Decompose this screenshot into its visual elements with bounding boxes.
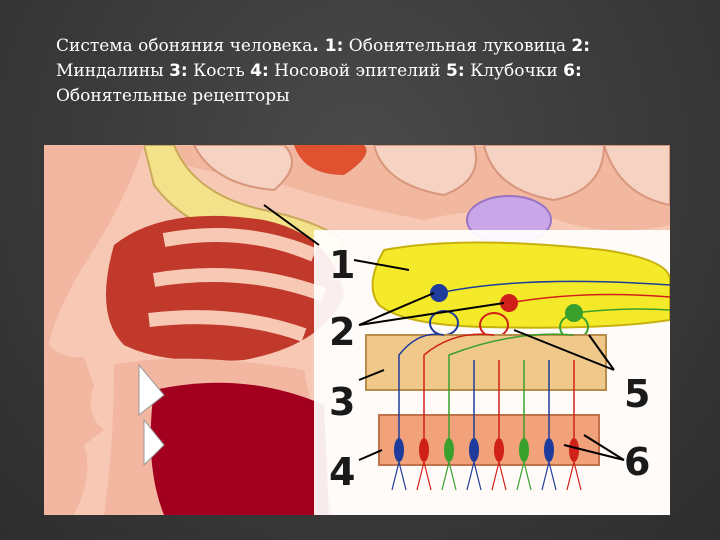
caption-num-4: 4: <box>250 61 269 81</box>
label-4: 4 <box>329 450 356 494</box>
caption-item-5: Клубочки <box>464 61 564 81</box>
caption-num-6: 6: <box>563 61 582 81</box>
caption-item-2: Миндалины <box>56 61 170 81</box>
label-3: 3 <box>329 380 356 424</box>
tongue <box>151 383 329 515</box>
label-5: 5 <box>624 372 651 416</box>
label-1: 1 <box>329 243 356 287</box>
caption-title: Система обоняния человека <box>56 36 313 56</box>
label-2: 2 <box>329 310 356 354</box>
caption-item-3: Кость <box>187 61 251 81</box>
caption-num-5: 5: <box>446 61 465 81</box>
olfactory-bulb <box>373 243 670 328</box>
caption-num-2: 2: <box>571 36 591 56</box>
anatomy-svg <box>44 145 670 515</box>
caption-num-1: . 1: <box>312 36 344 56</box>
caption-num-3: 3: <box>169 61 188 81</box>
epithelium-layer <box>379 415 599 465</box>
label-6: 6 <box>624 440 651 484</box>
olfactory-system-illustration <box>44 145 670 515</box>
caption-item-4: Носовой эпителий <box>268 61 447 81</box>
caption-item-1: Обонятельная луковица <box>343 36 572 56</box>
caption-item-6: Обонятельные рецепторы <box>56 86 290 106</box>
figure-caption <box>56 34 676 109</box>
